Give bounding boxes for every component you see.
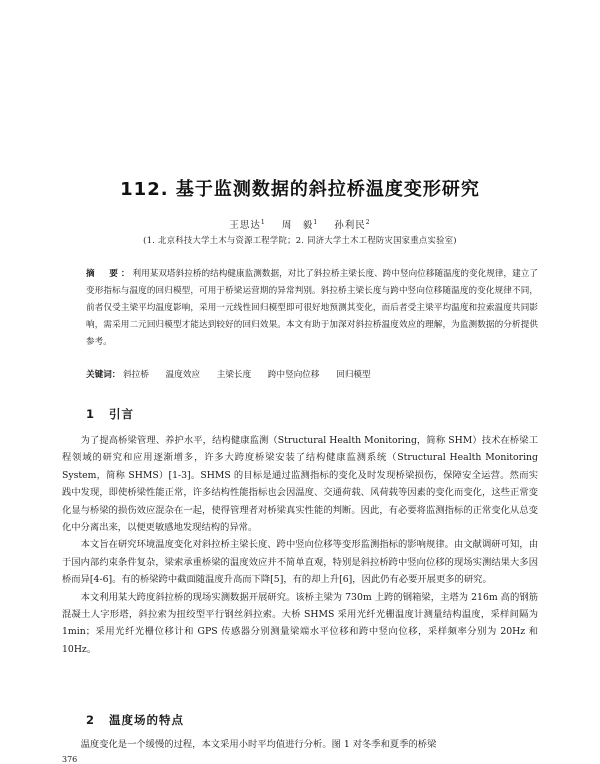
keyword: 主梁长度 xyxy=(216,370,252,380)
author-list xyxy=(0,217,600,231)
keyword: 回归模型 xyxy=(336,370,371,380)
author-mark: 1 xyxy=(313,218,319,226)
affiliation: (1. 北京科技大学土木与资源工程学院；2. 同济大学土木工程防灾国家重点实验室) xyxy=(143,235,457,245)
page-number: 376 xyxy=(62,755,78,764)
author-mark: 2 xyxy=(365,218,371,226)
section-body xyxy=(62,736,538,753)
author-name: 王思达 xyxy=(229,220,261,231)
author-mark: 1 xyxy=(260,218,266,226)
author-name: 周 毅 xyxy=(281,220,314,231)
abstract xyxy=(86,266,538,351)
paragraph: 本文旨在研究环境温度变化对斜拉桥主梁长度、跨中竖向位移等变形监测指标的影响规律。由文献调研可知，由于国内部约束条件复杂，梁索承重桥梁的温度效应并不简单直观，特别是斜拉桥跨中竖向位移的现场实测结果大多因桥而异[4-6]。有的桥梁跨中截面随温度升高而下降[5]，有的却上升[6]，因此仍有必要开展更多的研究。 xyxy=(62,539,538,586)
paragraph: 本文利用某大跨度斜拉桥的现场实测数据开展研究。该桥主梁为 730m 上跨的钢箱梁，主塔为 216m 高的钢筋混凝土人字形塔，斜拉索为扭绞型平行钢丝斜拉索。大桥 SHMS 采用光纤光栅温度计测量结构温度，采样间隔为 1min；采用光纤光栅位移计和 GPS 传感器分别测量梁端水平位移和跨中竖向位移，采样频率分别为 20Hz 和 10Hz。 xyxy=(62,591,538,655)
section-number: 1 xyxy=(86,407,96,421)
paragraph: 为了提高桥梁管理、养护水平，结构健康监测（Structural Health Monitoring，简称 SHM）技术在桥梁工程领域的研究和应用逐渐增多，许多大跨度桥梁安装了结构健康监测系统（Structural Health Monitoring System，简称 SHMS）[1-3]。SHMS 的目标是通过监测指标的变化及时发现桥梁损伤，保障安全运营。然而实践中发现，即使桥梁性能正常，许多结构性能指标也会因温度、交通荷载、风荷载等因素的变化而变化，这些正常变化显与桥梁的损伤效应混杂在一起，使得管理者对桥梁真实性能的判断。因此，有必要将监测指标的正常变化从总变化中分离出来，以便更敏感地发现结构的异常。 xyxy=(62,435,538,534)
abstract-text: 利用某双塔斜拉桥的结构健康监测数据，对比了斜拉桥主梁长度、跨中竖向位移随温度的变化规律，建立了变形指标与温度的回归模型，可用于桥梁运营期的异常判别。斜拉桥主梁长度与跨中竖向位移随温度的变化规律不同，前者仅受主梁平均温度影响，采用一元线性回归模型即可很好地预测其变化，而后者受主梁平均温度和拉索温度共同影响，需采用二元回归模型才能达到较好的回归效果。本文有助于加深对斜拉桥温度效应的理解，为监测数据的分析提供参考。 xyxy=(86,269,538,347)
section-number: 2 xyxy=(86,713,96,727)
keyword: 斜拉桥 xyxy=(123,370,149,380)
section-heading xyxy=(86,712,184,728)
section-title: 引言 xyxy=(109,407,135,421)
paragraph: 温度变化是一个缓慢的过程，本文采用小时平均值进行分析。图 1 对冬季和夏季的桥梁 xyxy=(80,739,437,750)
author-name: 孙利民 xyxy=(334,220,366,231)
keywords-label: 关键词： xyxy=(86,370,121,380)
keyword: 跨中竖向位移 xyxy=(267,370,320,380)
section-title: 温度场的特点 xyxy=(109,713,185,727)
keyword: 温度效应 xyxy=(165,370,201,380)
keywords xyxy=(86,367,538,384)
section-heading xyxy=(86,406,134,422)
paper-title: 112. 基于监测数据的斜拉桥温度变形研究 xyxy=(120,179,480,200)
section-body xyxy=(62,432,538,658)
abstract-label: 摘 要： xyxy=(86,269,133,279)
